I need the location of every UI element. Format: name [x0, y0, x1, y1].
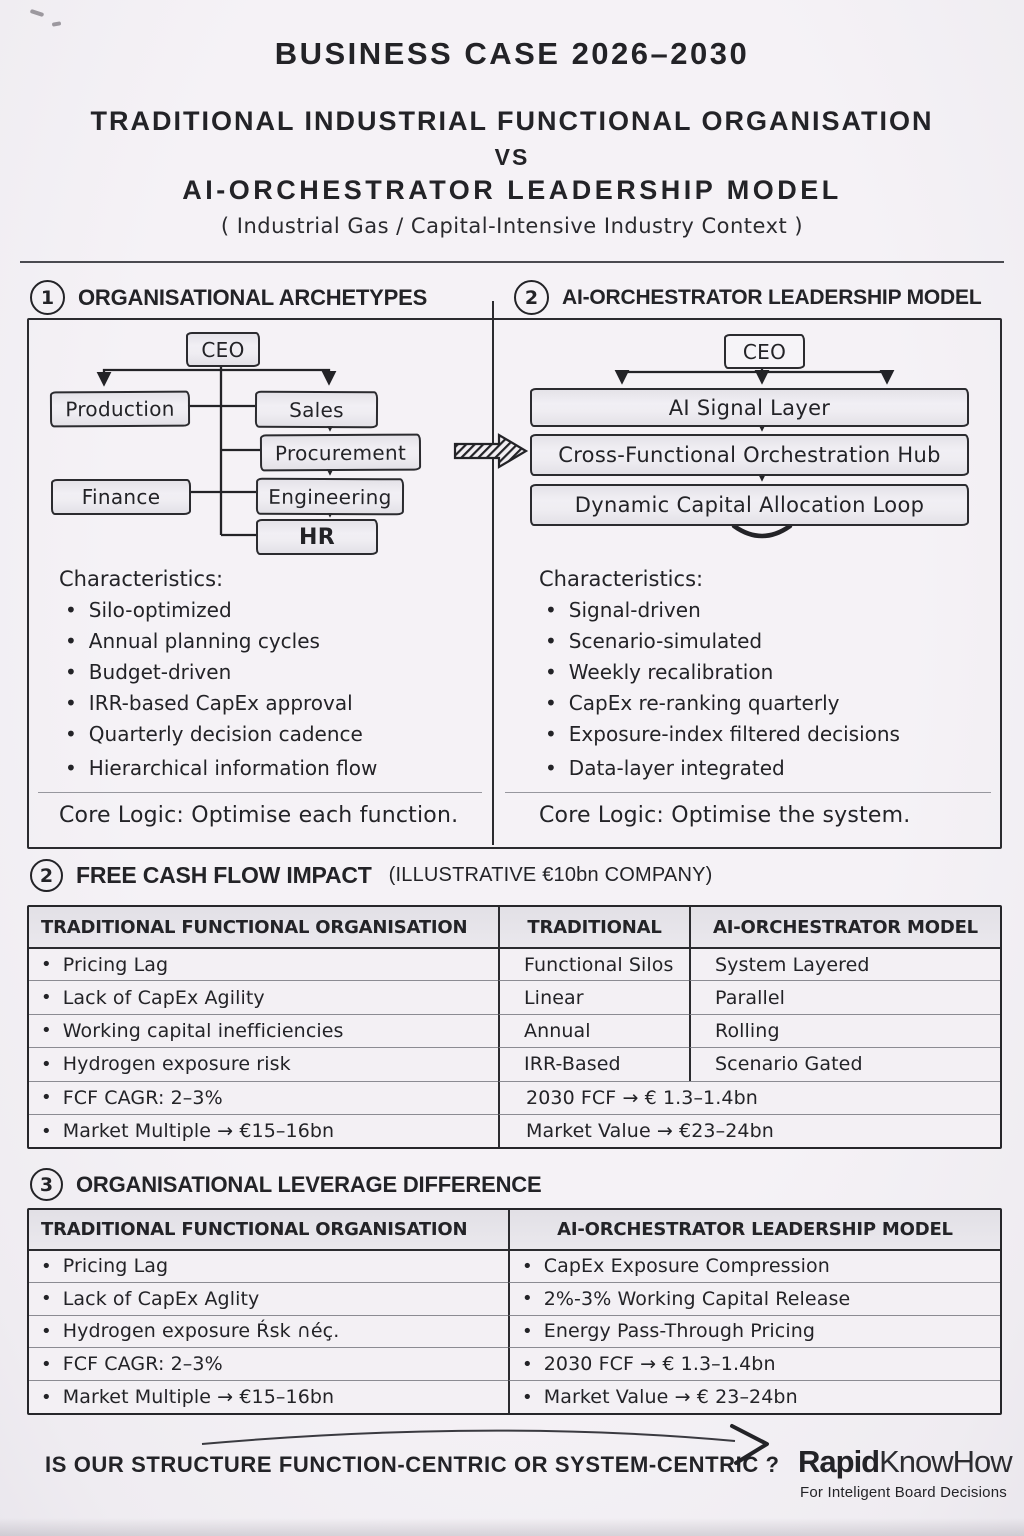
org-box-production: Production — [50, 391, 190, 428]
table-cell: • 2%-3% Working Capital Release — [508, 1282, 1000, 1315]
list-item: • Quarterly decision cadence — [65, 724, 377, 745]
scan-artifact — [30, 9, 45, 17]
left-characteristics-label: Characteristics: — [59, 567, 224, 591]
title-divider — [20, 261, 1004, 263]
list-item: • Silo-optimized — [65, 600, 377, 621]
table-cell: • Market Value → € 23–24bn — [508, 1380, 1000, 1413]
leverage-title: ORGANISATIONAL LEVERAGE DIFFERENCE — [76, 1171, 542, 1197]
list-item: • Hierarchical information flow — [65, 758, 377, 779]
right-core-logic: Core Logic: Optimise the system. — [539, 803, 911, 828]
table-cell: • Hydrogen exposure risk — [29, 1047, 498, 1080]
table-cell: System Layered — [689, 947, 1000, 980]
brand-tagline: For Inteligent Board Decisions — [800, 1484, 1007, 1501]
fcf-table — [27, 905, 1002, 1149]
scan-artifact — [52, 21, 62, 27]
left-characteristics-list — [65, 600, 377, 789]
table-cell: IRR-Based — [498, 1047, 689, 1080]
brand-rest: KnowHow — [879, 1444, 1012, 1479]
ai-box-orchestration-hub: Cross-Functional Orchestration Hub — [530, 434, 969, 476]
table-cell: • Lack of CapEx Aglity — [29, 1282, 508, 1315]
org-box-hr: HR — [256, 519, 378, 555]
org-box-engineering: Engineering — [256, 478, 404, 516]
table-cell: • Hydrogen exposure Ŕsk ∩éç. — [29, 1315, 508, 1348]
table-cell: • Market Multiple → €15–16bn — [29, 1114, 498, 1147]
table-cell: Linear — [498, 980, 689, 1013]
page-title: BUSINESS CASE 2026–2030 — [274, 36, 750, 71]
fcf-number-badge: 2 — [30, 859, 63, 892]
footer-question: IS OUR STRUCTURE FUNCTION-CENTRIC OR SYSTEM-CENTRIC ? — [45, 1452, 780, 1477]
brand-bold: Rapid — [798, 1444, 880, 1479]
org-box-sales: Sales — [255, 391, 378, 429]
fcf-note: (ILLUSTRATIVE €10bn COMPANY) — [388, 864, 713, 886]
table-cell-merged: Market Value → €23–24bn — [498, 1114, 1000, 1147]
subtitle-context: ( Industrial Gas / Capital-Intensive Industry Context ) — [220, 214, 804, 238]
right-characteristics-list — [545, 600, 900, 789]
org-box-ceo: CEO — [186, 332, 260, 367]
list-item: • IRR-based CapEx approval — [65, 693, 377, 714]
table-cell: • Market Multiple → €15–16bn — [29, 1380, 508, 1413]
table-cell: • FCF CAGR: 2–3% — [29, 1347, 508, 1380]
org-box-procurement: Procurement — [260, 434, 421, 472]
left-core-divider — [38, 792, 482, 793]
table-cell: • Energy Pass-Through Pricing — [508, 1315, 1000, 1348]
right-characteristics-label: Characteristics: — [539, 567, 704, 591]
table-cell: • Pricing Lag — [29, 947, 498, 980]
leverage-section-header — [30, 1168, 541, 1201]
table-cell: • CapEx Exposure Compression — [508, 1249, 1000, 1282]
ai-box-capital-loop: Dynamic Capital Allocation Loop — [530, 484, 969, 526]
table-cell: • 2030 FCF → € 1.3–1.4bn — [508, 1347, 1000, 1380]
section1-title: ORGANISATIONAL ARCHETYPES — [78, 284, 428, 310]
section2-number-badge: 2 — [514, 280, 549, 315]
leverage-number-badge: 3 — [30, 1168, 63, 1201]
table-cell: • Pricing Lag — [29, 1249, 508, 1282]
section2-title: AI-ORCHESTRATOR LEADERSHIP MODEL — [562, 285, 982, 309]
table-cell: Annual — [498, 1014, 689, 1047]
subtitle-ai-model: AI-ORCHESTRATOR LEADERSHIP MODEL — [182, 175, 842, 205]
table-cell: Scenario Gated — [689, 1047, 1000, 1080]
fcf-section-header — [30, 859, 712, 892]
table-cell-merged: 2030 FCF → € 1.3–1.4bn — [498, 1081, 1000, 1114]
ai-box-signal-layer: AI Signal Layer — [530, 388, 969, 427]
list-item: • Weekly recalibration — [545, 662, 900, 683]
column-header: AI-ORCHESTRATOR MODEL — [689, 907, 1000, 947]
table-cell: Functional Silos — [498, 947, 689, 980]
list-item: • Budget-driven — [65, 662, 377, 683]
list-item: • Data-layer integrated — [545, 758, 900, 779]
list-item: • Exposure-index filtered decisions — [545, 724, 900, 745]
subtitle-traditional: TRADITIONAL INDUSTRIAL FUNCTIONAL ORGANISATION — [90, 106, 934, 136]
table-cell: • Lack of CapEx Agility — [29, 980, 498, 1013]
column-header: AI-ORCHESTRATOR LEADERSHIP MODEL — [508, 1210, 1000, 1249]
table-cell: • Working capital inefficiencies — [29, 1014, 498, 1047]
column-header: TRADITIONAL FUNCTIONAL ORGANISATION — [29, 907, 498, 947]
ai-box-ceo: CEO — [724, 334, 805, 369]
column-header: TRADITIONAL — [498, 907, 689, 947]
subtitle-vs: VS — [494, 144, 530, 170]
list-item: • Signal-driven — [545, 600, 900, 621]
list-item: • Annual planning cycles — [65, 631, 377, 652]
org-box-finance: Finance — [51, 479, 191, 515]
section1-header — [30, 280, 427, 315]
list-item: • CapEx re-ranking quarterly — [545, 693, 900, 714]
section1-number-badge: 1 — [30, 280, 65, 315]
left-core-logic: Core Logic: Optimise each function. — [59, 803, 459, 828]
fcf-title: FREE CASH FLOW IMPACT — [76, 862, 372, 888]
brand-logo — [798, 1444, 1012, 1480]
section2-header — [514, 280, 981, 315]
table-cell: • FCF CAGR: 2–3% — [29, 1081, 498, 1114]
comparison-panels — [27, 318, 1002, 849]
table-cell: Rolling — [689, 1014, 1000, 1047]
column-header: TRADITIONAL FUNCTIONAL ORGANISATION — [29, 1210, 508, 1249]
transform-arrow — [455, 435, 526, 467]
table-cell: Parallel — [689, 980, 1000, 1013]
leverage-table — [27, 1208, 1002, 1415]
right-core-divider — [505, 792, 991, 793]
list-item: • Scenario-simulated — [545, 631, 900, 652]
